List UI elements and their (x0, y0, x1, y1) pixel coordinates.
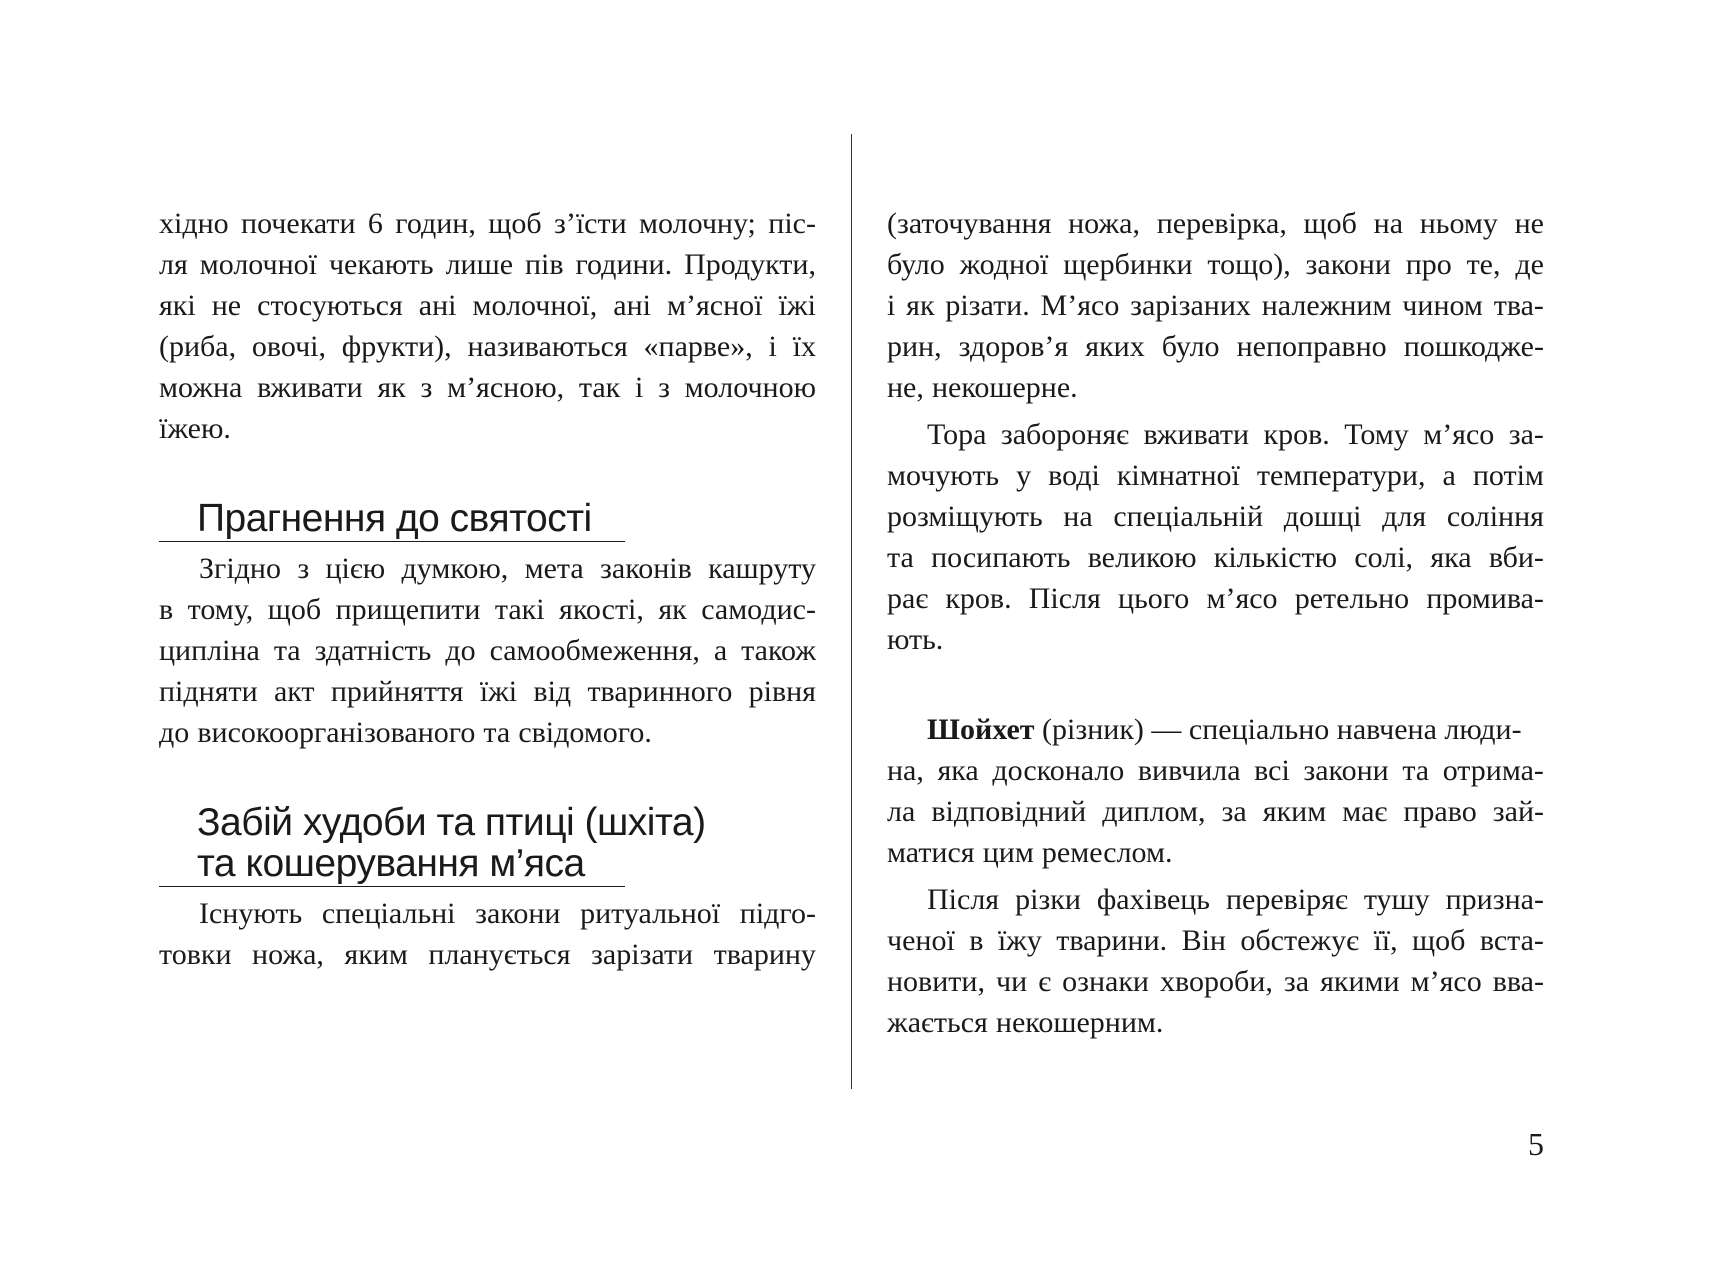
text-line: Існують спеціальні закони ритуальної підго- (199, 897, 816, 930)
section-heading-holiness (159, 498, 816, 542)
text-line (887, 709, 1544, 750)
text-line: (риба, овочі, фрукти), називаються «парве», і їх (159, 330, 816, 363)
heading-underline (159, 886, 625, 887)
left-paragraph-2 (159, 548, 816, 753)
heading-text: Прагнення до святості (197, 497, 592, 540)
text-line: ють. (887, 623, 944, 656)
text-line: ла відповідний диплом, за яким має право зай- (887, 795, 1544, 828)
text-line: товки ножа, яким планується зарізати тварину (159, 938, 816, 971)
right-paragraph-2 (887, 414, 1544, 660)
text-line: ципліна та здатність до самообмеження, а також (159, 634, 816, 667)
column-divider (851, 134, 852, 1089)
text-line: не, некошерне. (887, 371, 1078, 404)
right-paragraph-3 (887, 709, 1544, 873)
text-line: і як різати. М’ясо зарізаних належним чином тва- (887, 289, 1544, 322)
text-line: було жодної щербинки тощо), закони про те, де (887, 248, 1544, 281)
right-paragraph-4 (887, 879, 1544, 1043)
heading-text-line-2: та кошерування м’яса (197, 842, 585, 885)
heading-underline (159, 541, 625, 542)
text-line: та посипають великою кількістю солі, яка вби- (887, 541, 1544, 574)
text-line: рає кров. Після цього м’ясо ретельно промива- (887, 582, 1544, 615)
text-line: можна вживати як з м’ясною, так і з молочною (159, 371, 816, 404)
text-line: мочують у воді кімнатної температури, а потім (887, 459, 1544, 492)
text-line: Тора забороняє вживати кров. Тому м’ясо за- (927, 418, 1544, 451)
text-line: Згідно з цією думкою, мета законів кашруту (199, 552, 816, 585)
page-number: 5 (1528, 1126, 1544, 1162)
text-line: ля молочної чекають лише пів години. Продукти, (159, 248, 816, 281)
text-line: до високоорганізованого та свідомого. (159, 716, 652, 749)
right-column (887, 203, 1544, 1043)
text-line: новити, чи є ознаки хвороби, за якими м’ясо вва- (887, 965, 1544, 998)
right-paragraph-1 (887, 203, 1544, 408)
text-line: жається некошерним. (887, 1006, 1164, 1039)
text-line: які не стосуються ані молочної, ані м’ясної їжі (159, 289, 816, 322)
text-line: ченої в їжу тварини. Він обстежує її, щоб вста- (887, 924, 1544, 957)
left-column (159, 203, 816, 975)
left-paragraph-3 (159, 893, 816, 975)
heading-text-line-1: Забій худоби та птиці (шхіта) (197, 801, 706, 844)
section-heading-slaughter (159, 802, 816, 887)
text-line: підняти акт прийняття їжі від тваринного рівня (159, 675, 816, 708)
inline-run (927, 709, 1522, 750)
term-bold: Шойхет (927, 713, 1035, 746)
text-line: в тому, щоб прищепити такі якості, як самодис- (159, 593, 816, 626)
left-paragraph-1 (159, 203, 816, 449)
text-line: (заточування ножа, перевірка, щоб на ньому не (887, 207, 1544, 240)
text-line: розміщують на спеціальній дошці для соління (887, 500, 1544, 533)
text-line: Після різки фахівець перевіряє тушу призна- (927, 883, 1544, 916)
term-rest: (різник) — спеціально навчена люди- (1042, 713, 1522, 746)
text-line: їжею. (159, 412, 231, 445)
text-line: на, яка досконало вивчила всі закони та отрима- (887, 754, 1544, 787)
text-line: рин, здоров’я яких було непоправно пошкодже- (887, 330, 1544, 363)
text-line: матися цим ремеслом. (887, 836, 1173, 869)
right-paragraph-3-rest (887, 750, 1544, 873)
text-line: хідно почекати 6 годин, щоб з’їсти молочну; піс- (159, 207, 816, 240)
